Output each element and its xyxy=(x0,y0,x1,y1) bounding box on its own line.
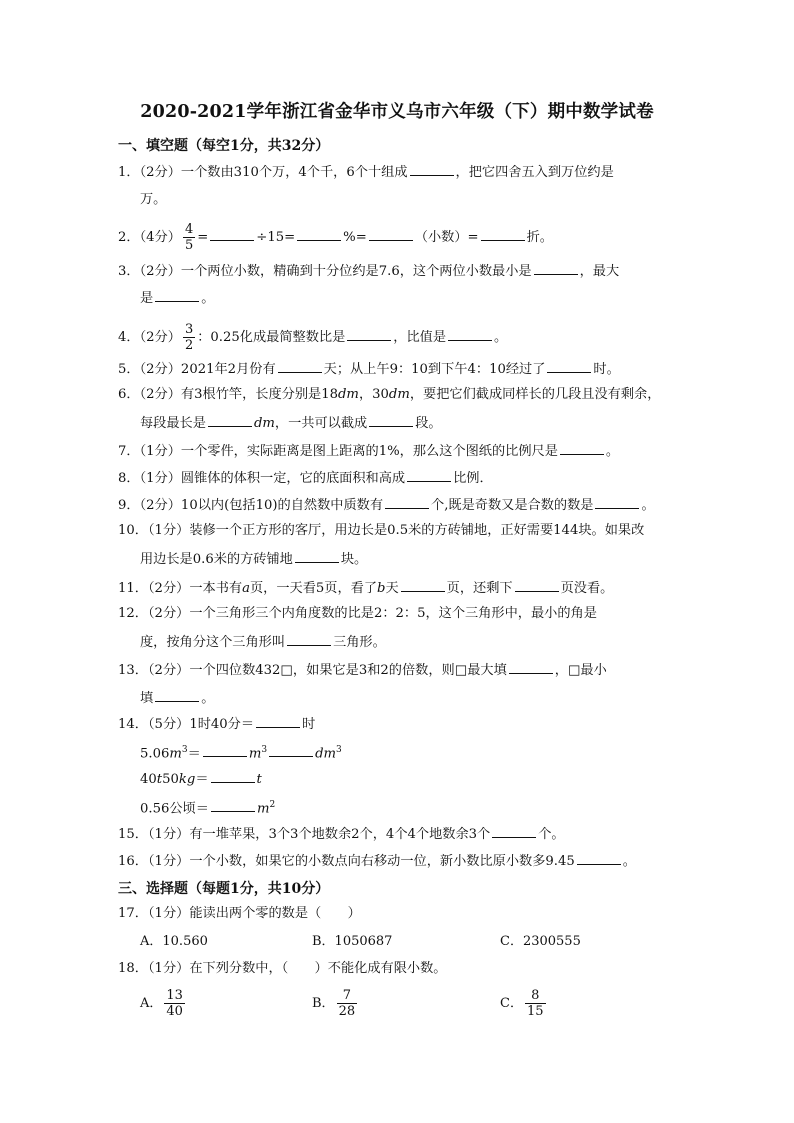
fraction: $\frac{4}{5}$ xyxy=(184,222,194,253)
option-b[interactable]: B．1050687 xyxy=(312,934,393,949)
page-title: 2020-2021学年浙江省金华市义乌市六年级（下）期中数学试卷 xyxy=(140,102,654,122)
fraction: $\frac{13}{40}$ xyxy=(166,988,183,1019)
answer-blank[interactable] xyxy=(347,327,391,341)
answer-blank[interactable] xyxy=(208,413,252,427)
option-c[interactable]: C．2300555 xyxy=(500,934,581,949)
answer-blank[interactable] xyxy=(211,769,255,783)
question-17: 17．（1分）能读出两个零的数是（ ） xyxy=(118,906,361,921)
question-14-line2: $5.06m^3= m^3$ $dm^3$ xyxy=(140,745,342,762)
question-6-line1: 6．（2分）有3根竹竿，长度分别是18dm，30dm，要把它们截成同样长的几段且没有剩余， xyxy=(118,387,661,402)
question-16: 16．（1分）一个小数，如果它的小数点向右移动一位，新小数比原小数多9.45 。 xyxy=(118,851,636,871)
question-5: 5．（2分）2021年2月份有 天；从上午9：10到下午4：10经过了 时。 xyxy=(118,359,620,379)
answer-blank[interactable] xyxy=(211,798,255,812)
option-a[interactable]: A． $\frac{13}{40}$ xyxy=(140,988,183,1019)
answer-blank[interactable] xyxy=(203,743,247,757)
question-14-line4: 0.56公顷＝ $m^2$ xyxy=(140,800,276,817)
answer-blank[interactable] xyxy=(534,261,578,275)
answer-blank[interactable] xyxy=(269,743,313,757)
question-4: 4．（2分） $\frac{3}{2}$ ：0.25化成最简整数比是 ，比值是 。 xyxy=(118,322,508,353)
answer-blank[interactable] xyxy=(287,632,331,646)
answer-blank[interactable] xyxy=(295,549,339,563)
section-choice-heading: 三、选择题（每题1分，共10分） xyxy=(118,881,330,897)
question-13-line1: 13．（2分）一个四位数432□，如果它是3和2的倍数，则□最大填 ，□最小 xyxy=(118,660,607,680)
question-10-line1: 10．（1分）装修一个正方形的客厅，用边长是0.5米的方砖铺地，正好需要144块。如果改 xyxy=(118,523,645,538)
option-a[interactable]: A．10.560 xyxy=(140,934,208,949)
answer-blank[interactable] xyxy=(595,495,639,509)
question-12-line2: 度，按角分这个三角形叫 三角形。 xyxy=(140,632,386,652)
answer-blank[interactable] xyxy=(385,495,429,509)
question-15: 15．（1分）有一堆苹果，3个3个地数余2个，4个4个地数余3个 个。 xyxy=(118,824,565,844)
question-12-line1: 12．（2分）一个三角形三个内角度数的比是2：2：5，这个三角形中，最小的角是 xyxy=(118,606,597,621)
answer-blank[interactable] xyxy=(492,824,536,838)
section-fill-in-heading: 一、填空题（每空1分，共32分） xyxy=(118,138,330,154)
question-9: 9．（2分）10以内(包括10)的自然数中质数有 个,既是奇数又是合数的数是 。 xyxy=(118,495,655,515)
answer-blank[interactable] xyxy=(509,660,553,674)
answer-blank[interactable] xyxy=(297,227,341,241)
answer-blank[interactable] xyxy=(278,359,322,373)
answer-blank[interactable] xyxy=(481,227,525,241)
answer-blank[interactable] xyxy=(256,714,300,728)
fraction: $\frac{7}{28}$ xyxy=(338,988,356,1019)
question-2: 2．（4分） $\frac{4}{5}$ = ÷15= %= （小数）= 折。 xyxy=(118,222,553,253)
question-10-line2: 用边长是0.6米的方砖铺地 块。 xyxy=(140,549,367,569)
answer-blank[interactable] xyxy=(407,468,451,482)
question-1-line1: 1．（2分）一个数由310个万，4个千，6个十组成 ，把它四舍五入到万位约是 xyxy=(118,162,614,182)
question-18: 18．（1分）在下列分数中，（ ）不能化成有限小数。 xyxy=(118,961,447,976)
fraction: $\frac{3}{2}$ xyxy=(184,322,194,353)
answer-blank[interactable] xyxy=(155,288,199,302)
question-13-line2: 填 。 xyxy=(140,688,214,708)
question-3-line1: 3．（2分）一个两位小数，精确到十分位约是7.6，这个两位小数最小是 ，最大 xyxy=(118,261,619,281)
question-14-line1: 14．（5分）1时40分＝ 时 xyxy=(118,714,315,734)
answer-blank[interactable] xyxy=(369,227,413,241)
answer-blank[interactable] xyxy=(210,227,254,241)
answer-blank[interactable] xyxy=(401,578,445,592)
question-14-line3: 40t50kg＝ t xyxy=(140,769,262,789)
option-c[interactable]: C． $\frac{8}{15}$ xyxy=(500,988,544,1019)
answer-blank[interactable] xyxy=(410,162,454,176)
question-11: 11．（2分）一本书有a页，一天看5页，看了b天 页，还剩下 页没看。 xyxy=(118,578,613,598)
fraction: $\frac{8}{15}$ xyxy=(526,988,544,1019)
question-6-line2: 每段最长是 dm，一共可以截成 段。 xyxy=(140,413,442,433)
answer-blank[interactable] xyxy=(560,441,604,455)
answer-blank[interactable] xyxy=(155,688,199,702)
question-3-line2: 是 。 xyxy=(140,288,214,308)
question-7: 7．（1分）一个零件，实际距离是图上距离的1%，那么这个图纸的比例尺是 。 xyxy=(118,441,619,461)
question-1-line2: 万。 xyxy=(140,192,167,207)
question-8: 8．（1分）圆锥体的体积一定，它的底面积和高成 比例． xyxy=(118,468,493,488)
answer-blank[interactable] xyxy=(547,359,591,373)
option-b[interactable]: B． $\frac{7}{28}$ xyxy=(312,988,356,1019)
answer-blank[interactable] xyxy=(369,413,413,427)
answer-blank[interactable] xyxy=(577,851,621,865)
answer-blank[interactable] xyxy=(515,578,559,592)
answer-blank[interactable] xyxy=(448,327,492,341)
